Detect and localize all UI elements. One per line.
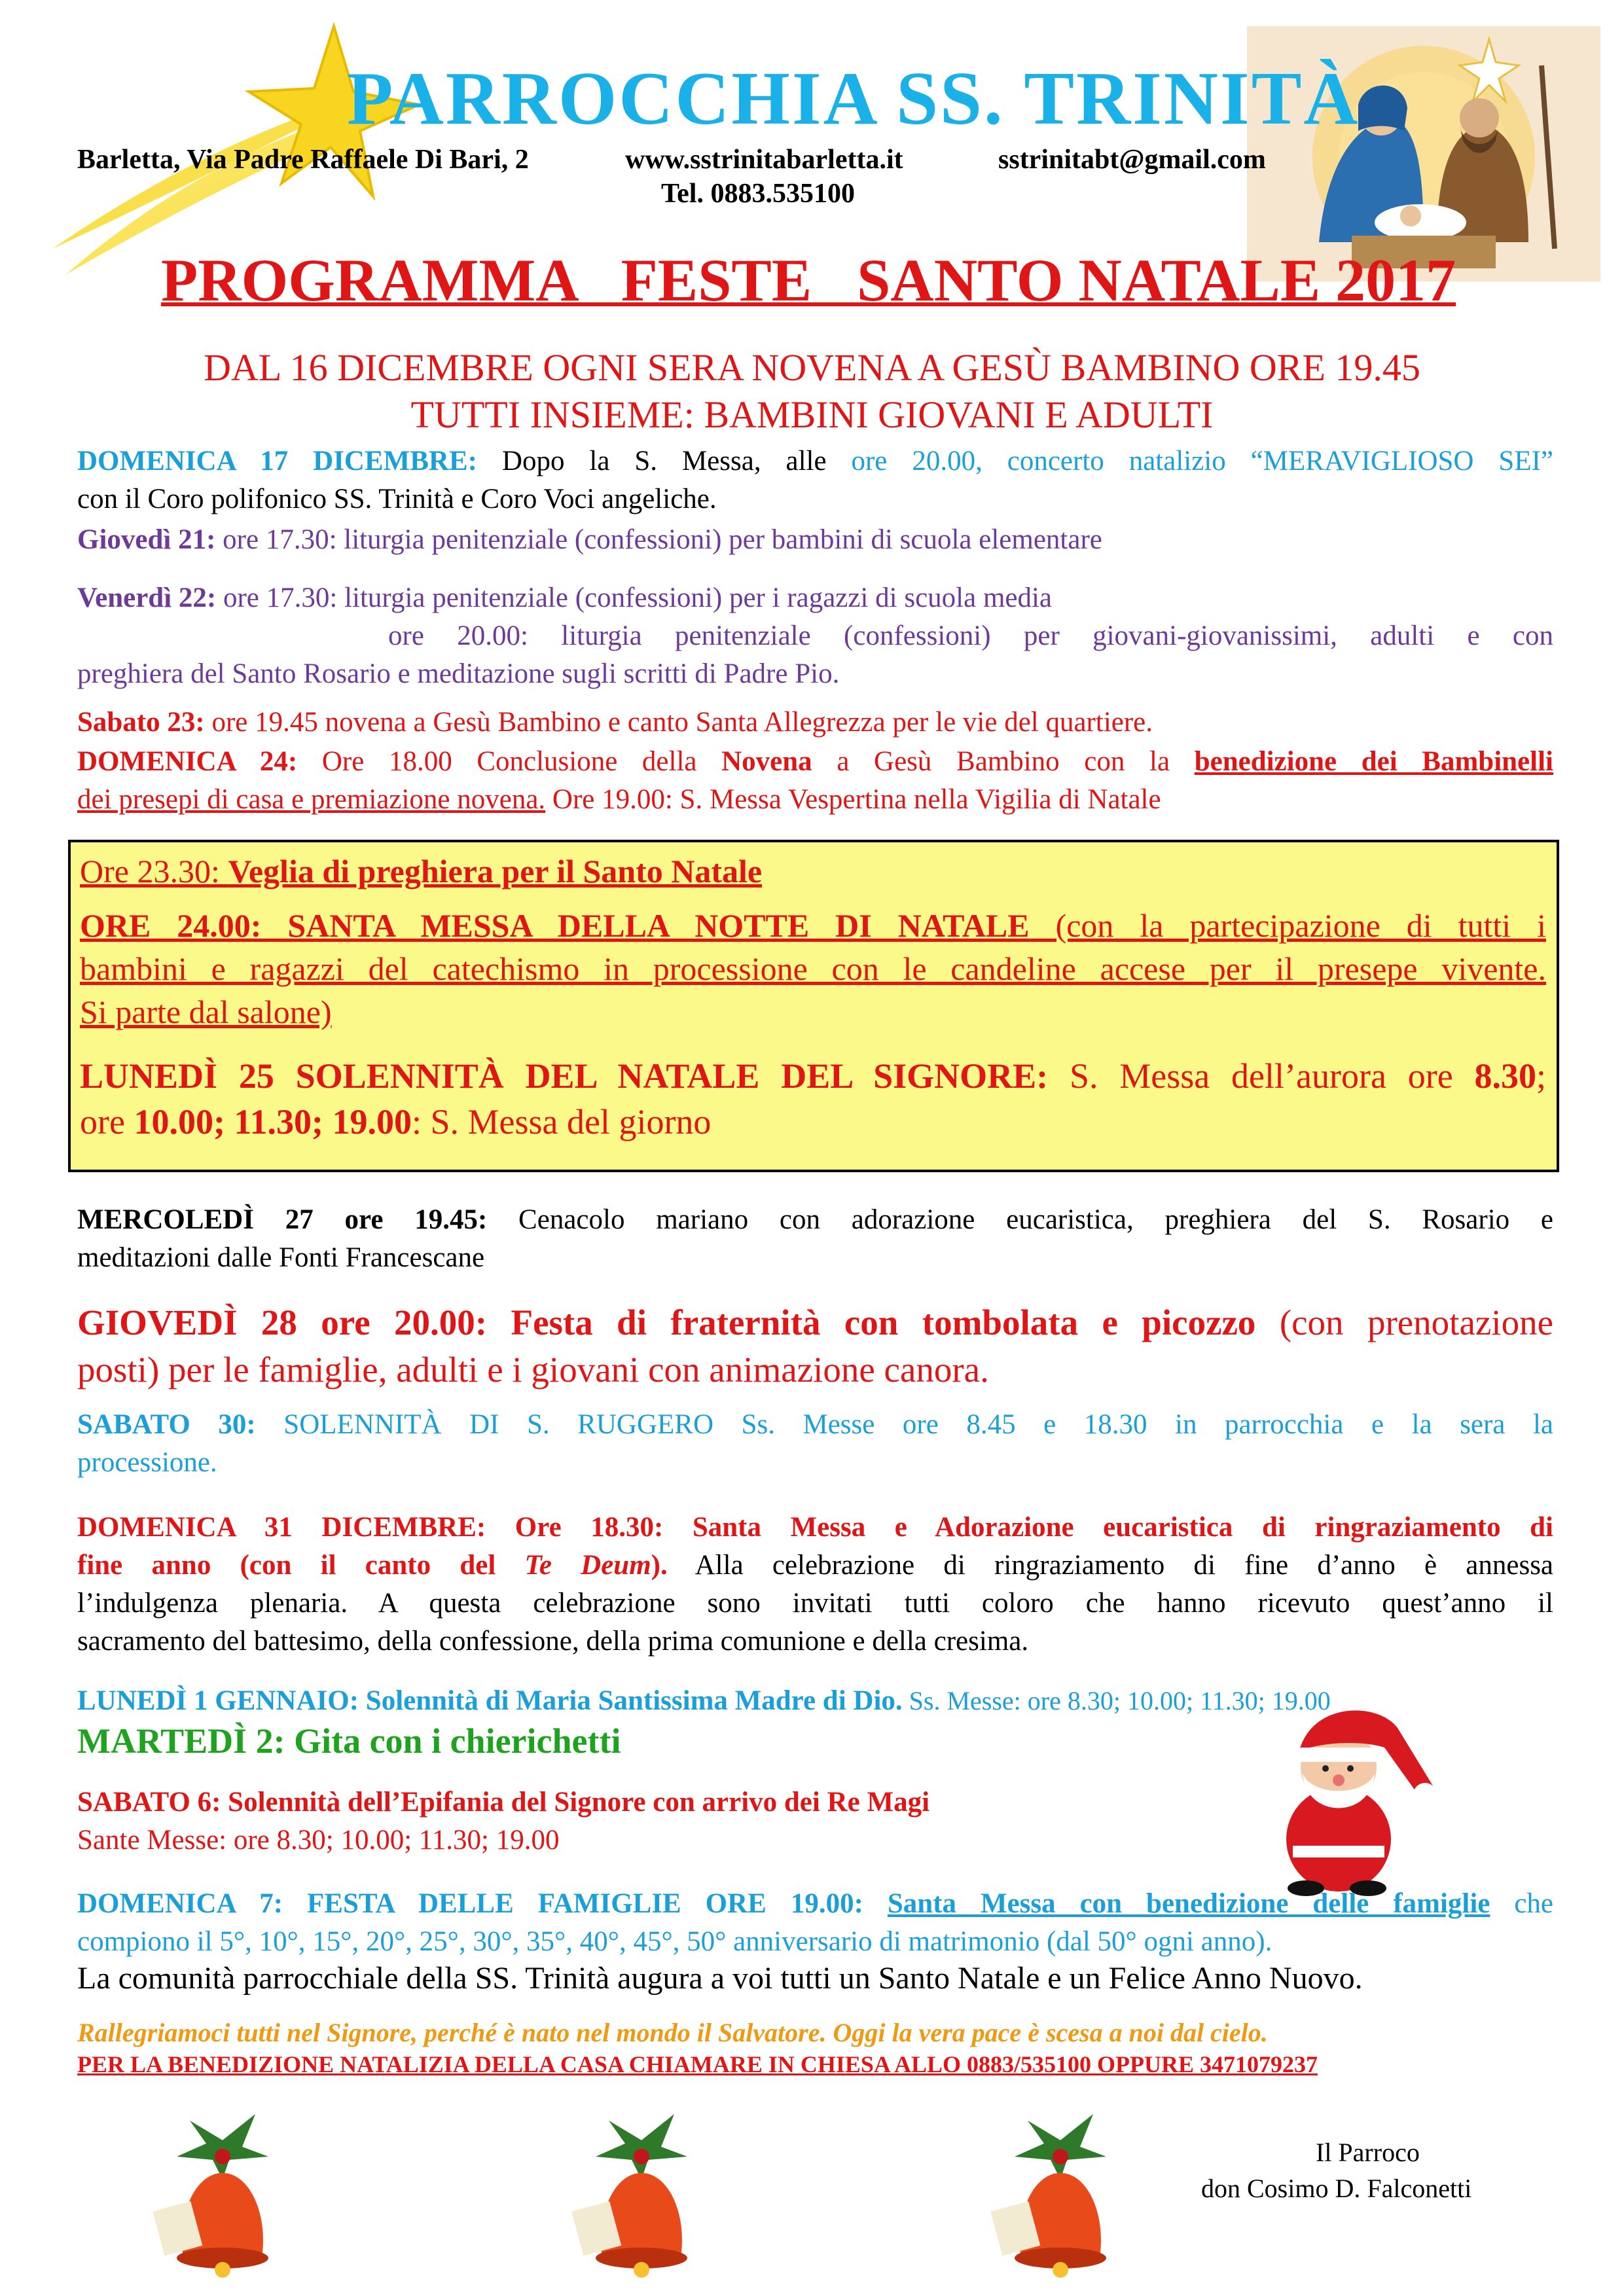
event-sabato-23: Sabato 23: ore 19.45 novena a Gesù Bambino e canto Santa Allegrezza per le vie del quartiere. bbox=[77, 707, 1153, 738]
novena-line-2: TUTTI INSIEME: BAMBINI GIOVANI E ADULTI bbox=[410, 393, 1214, 436]
event-lunedi-1-gennaio: LUNEDÌ 1 GENNAIO: Solennità di Maria Santissima Madre di Dio. Ss. Messe: ore 8.30; 10.00; 11.30; 19.00 bbox=[77, 1685, 1331, 1716]
event-date: DOMENICA 7: FESTA DELLE FAMIGLIE ORE 19.00: bbox=[77, 1888, 863, 1919]
event-date: SABATO 30: bbox=[77, 1409, 256, 1440]
event-venerdi-22: Venerdì 22: ore 17.30: liturgia penitenziale (confessioni) per i ragazzi di scuola media ore 20.00: liturgia penitenziale (confessioni) per giovani-giovanissimi, adulti e con preghiera del Santo Rosario e meditazione sugli scritti di Padre Pio. bbox=[77, 583, 1553, 689]
event-date: Sabato 23: bbox=[77, 707, 205, 738]
event-date: DOMENICA 24: bbox=[77, 746, 298, 777]
midnight-mass: ORE 24.00: SANTA MESSA DELLA NOTTE DI NATALE (con la partecipazione di tutti i bambini e ragazzi del catechismo in processione con le candeline accese per il presepe vivente. Si parte dal salone) bbox=[80, 907, 1546, 1030]
event-mercoledi-27: MERCOLEDÌ 27 ore 19.45: Cenacolo mariano con adorazione eucaristica, preghiera del S. Rosario e meditazioni dalle Fonti Francescane bbox=[77, 1204, 1554, 1273]
novena-line-1: DAL 16 DICEMBRE OGNI SERA NOVENA A GESÙ BAMBINO ORE 19.45 bbox=[204, 346, 1420, 389]
parish-website[interactable]: www.sstrinitabarletta.it bbox=[625, 145, 903, 175]
event-date: DOMENICA 31 DICEMBRE: Ore 18.30: Santa Messa e Adorazione eucaristica di ringraziamento di bbox=[77, 1512, 1553, 1543]
event-giovedi-28: GIOVEDÌ 28 ore 20.00: Festa di fraternità con tombolata e picozzo (con prenotazione posti) per le famiglie, adulti e i giovani con animazione canora. bbox=[77, 1302, 1553, 1390]
event-martedi-2: MARTEDÌ 2: Gita con i chierichetti bbox=[77, 1721, 621, 1761]
event-date: MERCOLEDÌ 27 ore 19.45: bbox=[77, 1204, 488, 1235]
event-domenica-7: DOMENICA 7: FESTA DELLE FAMIGLIE ORE 19.00: Santa Messa con benedizione delle famiglie che compiono il 5°, 10°, 15°, 20°, 25°, 30°, 35°, 40°, 45°, 50° anniversario di matrimonio (dal 50° ogni anno). bbox=[77, 1888, 1554, 1957]
christmas-bell-ornament-icon bbox=[982, 2094, 1139, 2284]
signature-title: Il Parroco bbox=[1316, 2138, 1420, 2167]
event-sabato-30: SABATO 30: SOLENNITÀ DI S. RUGGERO Ss. Messe ore 8.45 e 18.30 in parrocchia e la sera la processione. bbox=[77, 1409, 1553, 1478]
parish-address: Barletta, Via Padre Raffaele Di Bari, 2 bbox=[77, 145, 529, 175]
event-date: LUNEDÌ 1 GENNAIO: Solennità di Maria Santissima Madre di Dio. bbox=[77, 1685, 903, 1716]
christmas-bell-ornament-icon bbox=[563, 2094, 720, 2284]
event-date: GIOVEDÌ 28 ore 20.00: Festa di fraternità con tombolata e picozzo bbox=[77, 1302, 1256, 1342]
event-domenica-24: DOMENICA 24: Ore 18.00 Conclusione della Novena a Gesù Bambino con la benedizione dei Bambinelli dei presepi di casa e premiazione novena. Ore 19.00: S. Messa Vespertina nella Vigilia di Natale bbox=[77, 746, 1553, 815]
motto: Rallegriamoci tutti nel Signore, perché è nato nel mondo il Salvatore. Oggi la vera pace è scesa a noi dal cielo. bbox=[77, 2018, 1268, 2047]
vigil-prayer: Ore 23.30: Veglia di preghiera per il Santo Natale bbox=[80, 853, 763, 889]
signature-name: don Cosimo D. Falconetti bbox=[1201, 2174, 1472, 2203]
parish-title: PARROCCHIA SS. TRINITÀ bbox=[347, 57, 1360, 140]
event-date: Giovedì 21: bbox=[77, 524, 216, 555]
event-sabato-6: SABATO 6: Solennità dell’Epifania del Signore con arrivo dei Re Magi Sante Messe: ore 8.30; 10.00; 11.30; 19.00 bbox=[77, 1784, 1553, 1859]
christmas-bell-ornament-icon bbox=[144, 2094, 301, 2284]
event-giovedi-21: Giovedì 21: ore 17.30: liturgia penitenziale (confessioni) per bambini di scuola elementare bbox=[77, 524, 1102, 555]
event-date: SABATO 6: Solennità dell’Epifania del Signore con arrivo dei Re Magi bbox=[77, 1787, 930, 1818]
event-date: DOMENICA 17 DICEMBRE: bbox=[77, 446, 477, 476]
parish-email[interactable]: sstrinitabt@gmail.com bbox=[998, 145, 1266, 175]
event-date: Venerdì 22: bbox=[77, 583, 217, 613]
program-title: PROGRAMMA FESTE SANTO NATALE 2017 bbox=[161, 247, 1456, 314]
event-domenica-31: DOMENICA 31 DICEMBRE: Ore 18.30: Santa Messa e Adorazione eucaristica di ringraziamento di fine anno (con il canto del Te Deum). Alla celebrazione di ringraziamento di fine d’anno è annessa l’indulgenza plenaria. A questa celebrazione sono invitati tutti coloro che hanno ricevuto quest’anno il sacramento del battesimo, della confessione, della prima comunione e della cresima. bbox=[77, 1509, 1553, 1660]
event-domenica-17: DOMENICA 17 DICEMBRE: Dopo la S. Messa, alle ore 20.00, concerto natalizio “MERAVIGLIOSO SEI” con il Coro polifonico SS. Trinità e Coro Voci angeliche. bbox=[77, 446, 1553, 514]
greeting: La comunità parrocchiale della SS. Trinità augura a voi tutti un Santo Natale e un Felice Anno Nuovo. bbox=[77, 1961, 1363, 1996]
christmas-day-mass: LUNEDÌ 25 SOLENNITÀ DEL NATALE DEL SIGNORE: S. Messa dell’aurora ore 8.30; ore 10.00; 11.30; 19.00: S. Messa del giorno bbox=[80, 1056, 1546, 1141]
christmas-eve-box bbox=[68, 840, 1559, 1172]
blessing-call: PER LA BENEDIZIONE NATALIZIA DELLA CASA CHIAMARE IN CHIESA ALLO 0883/535100 OPPURE 3471079237 bbox=[77, 2051, 1318, 2077]
parish-phone: Tel. 0883.535100 bbox=[661, 179, 855, 209]
